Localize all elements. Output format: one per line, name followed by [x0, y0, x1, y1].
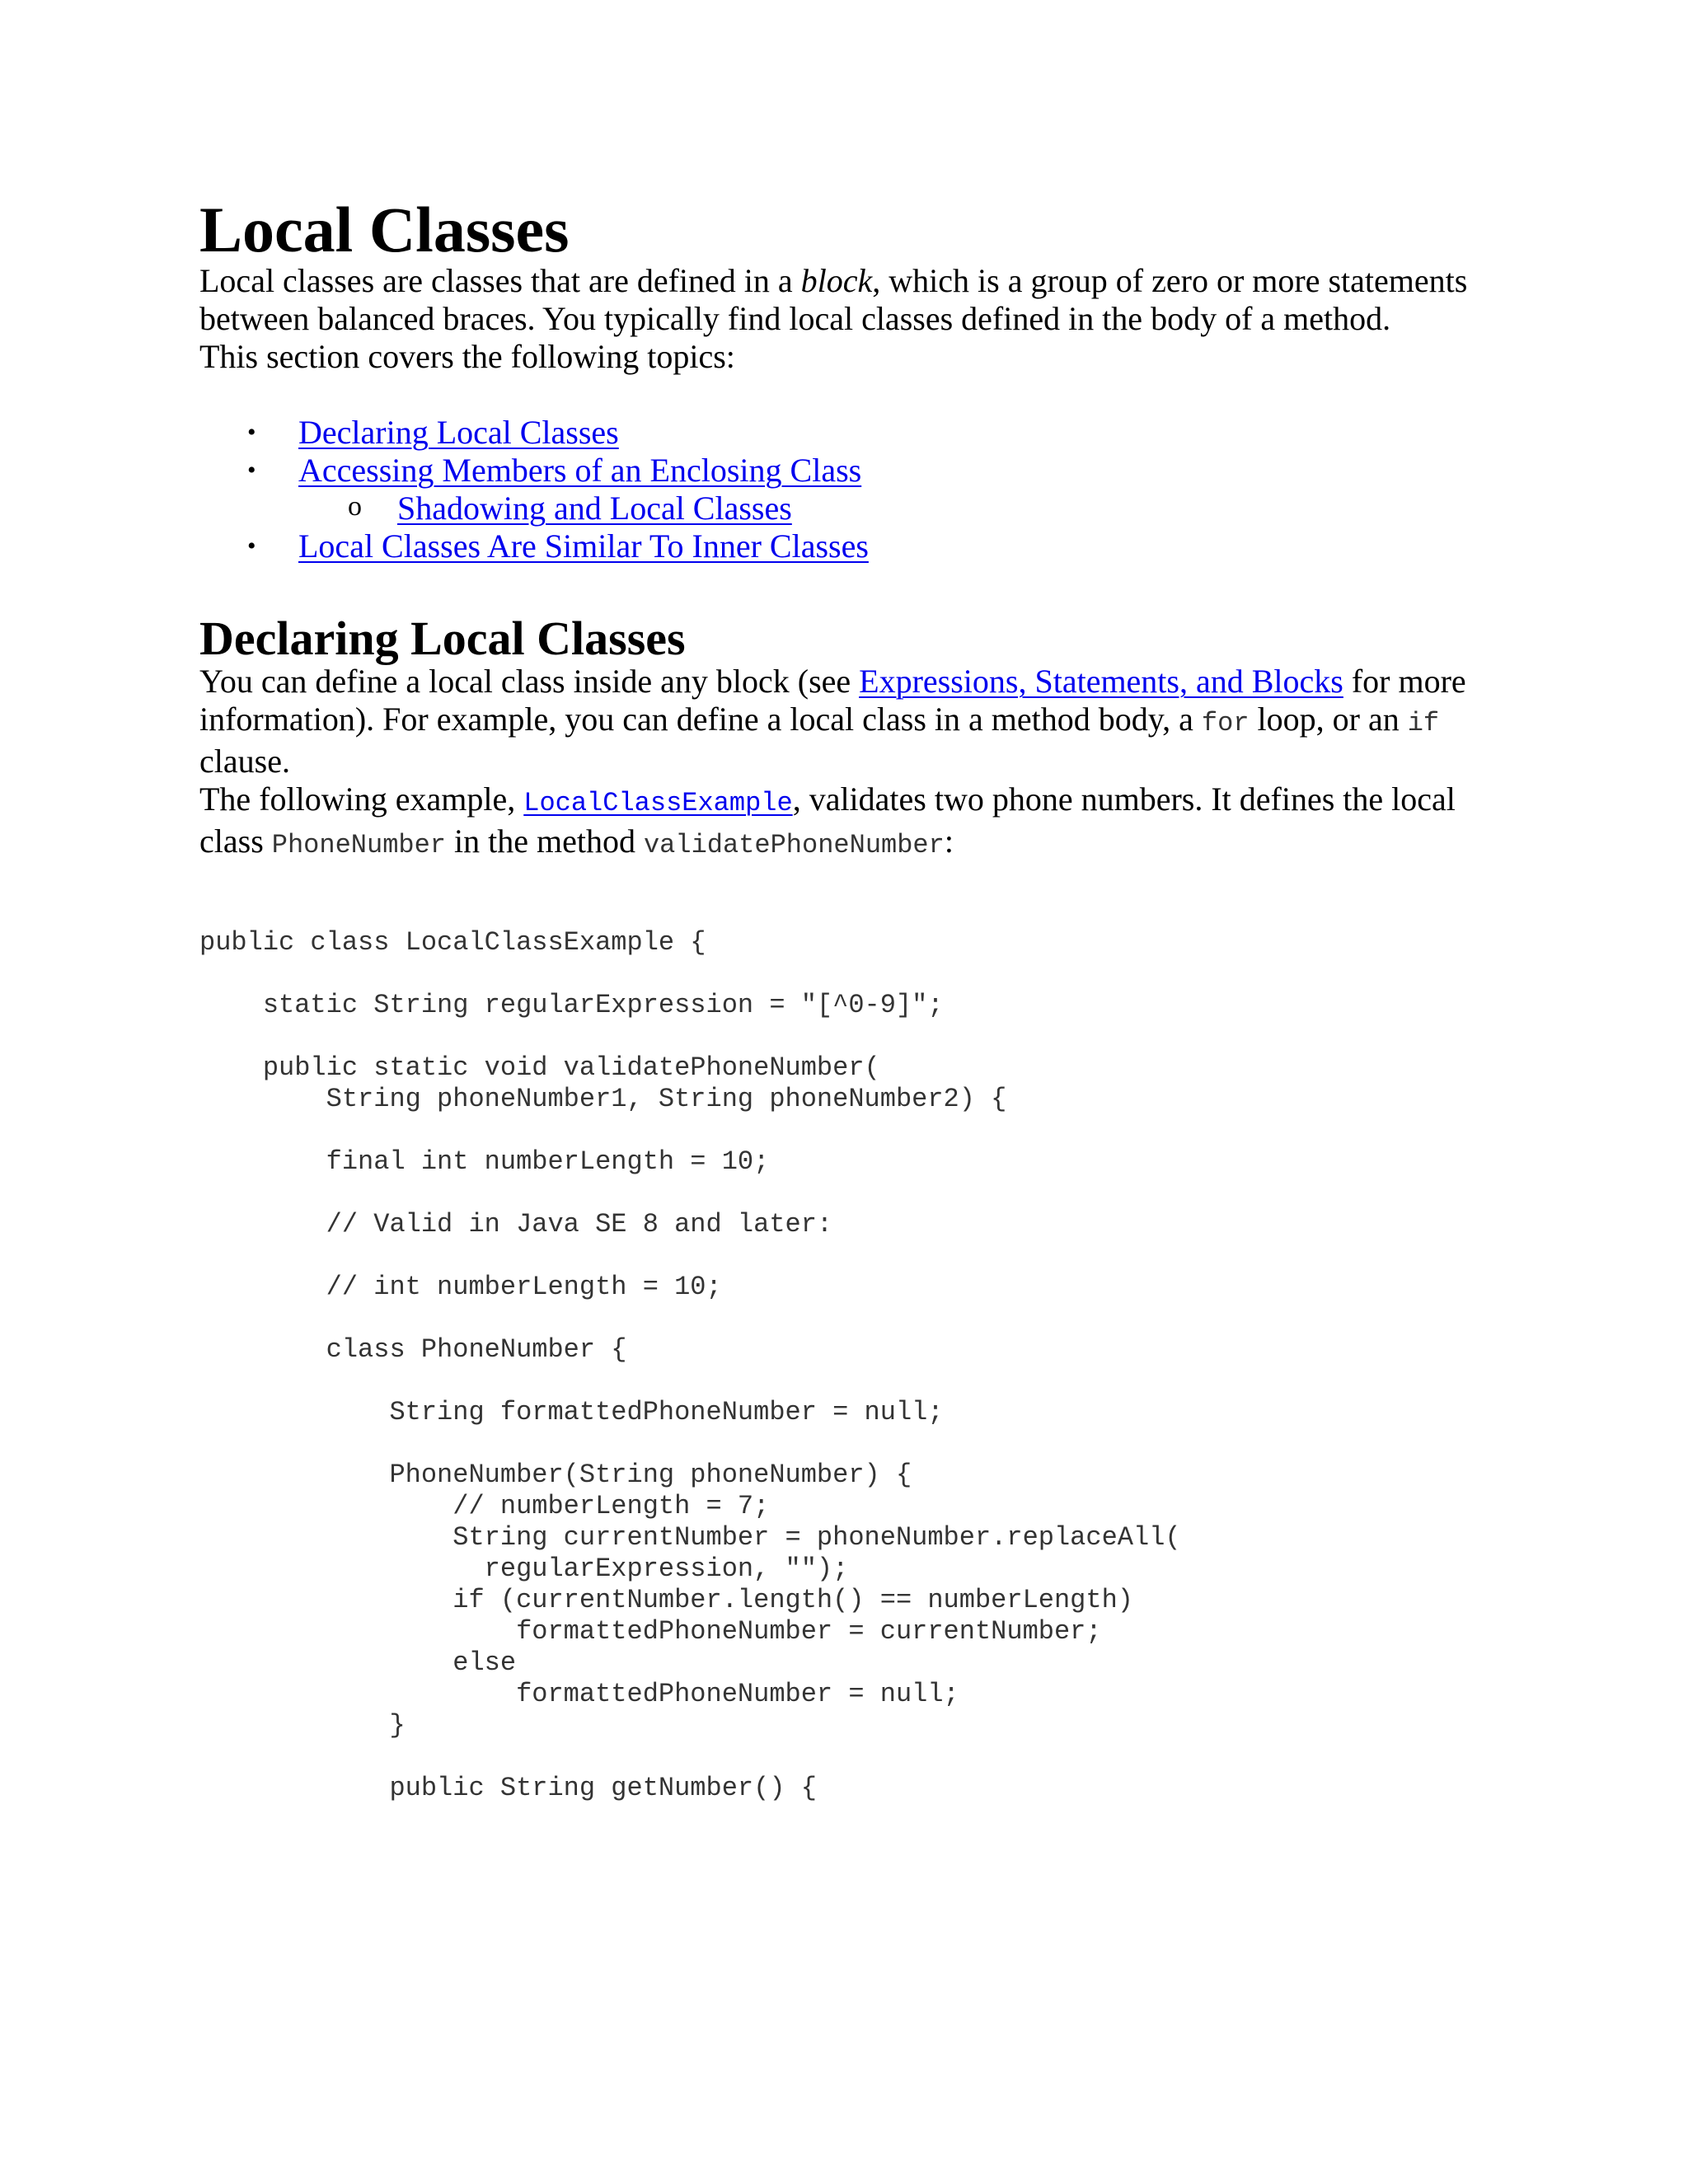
topic-subitem — [199, 490, 1502, 527]
text: loop, or an — [1249, 701, 1408, 738]
link-declaring-local-classes[interactable]: Declaring Local Classes — [298, 414, 619, 451]
text: The following example, — [199, 780, 524, 818]
bullet-disc: • — [247, 532, 256, 560]
bullet-disc: • — [247, 457, 256, 484]
section-heading: Declaring Local Classes — [199, 612, 686, 665]
link-accessing-members[interactable]: Accessing Members of an Enclosing Class — [298, 452, 862, 489]
page-title: Local Classes — [199, 194, 570, 265]
link-expressions-statements-blocks[interactable]: Expressions, Statements, and Blocks — [859, 663, 1343, 700]
section-paragraph-1 — [199, 663, 1502, 780]
link-similar-to-inner[interactable]: Local Classes Are Similar To Inner Classes — [298, 527, 869, 565]
topic-item — [199, 414, 1502, 452]
text: , validates two phone numbers. It defines the local class — [199, 780, 1456, 860]
intro-text-end: , which is a group of zero or more statements between balanced braces. You typically find local classes defined in the body of a method. — [199, 262, 1468, 337]
text: for more information). For example, you can define a local class in a method body, a — [199, 663, 1466, 738]
text: : — [944, 823, 954, 860]
code-block: public class LocalClassExample { static String regularExpression = "[^0-9]"; public static void validatePhoneNumber( String phoneNumber1, String phoneNumber2) { final int numberLength = 10; // Valid in Java SE 8 and later: // int numberLength = 10; class PhoneNumber { String formattedPhoneNumber = null; PhoneNumber(String phoneNumber) { // numberLength = 7; String currentNumber = phoneNumber.replaceAll( regularExpression, ""); if (currentNumber.length() == numberLength) formattedPhoneNumber = currentNumber; else formattedPhoneNumber = null; } public String getNumber() { — [199, 927, 1181, 1803]
intro-text-start: Local classes are classes that are defined in a — [199, 262, 801, 299]
document-page — [199, 194, 1502, 1804]
topic-item — [199, 452, 1502, 490]
text: clause. — [199, 743, 290, 780]
inline-code-if: if — [1407, 708, 1440, 738]
inline-code-for: for — [1201, 708, 1250, 738]
inline-code-validatephonenumber: validatePhoneNumber — [643, 830, 945, 860]
bullet-circle: o — [348, 491, 362, 522]
intro-emphasis: block — [800, 262, 873, 299]
bullet-disc: • — [247, 419, 256, 446]
topic-item — [199, 527, 1502, 565]
text: You can define a local class inside any block (see — [199, 663, 860, 700]
link-shadowing[interactable]: Shadowing and Local Classes — [397, 490, 792, 527]
link-local-class-example[interactable] — [523, 780, 792, 818]
section-paragraph-2 — [199, 780, 1502, 865]
topics-list — [199, 414, 1502, 565]
topics-intro: This section covers the following topics: — [199, 338, 735, 375]
inline-code-phonenumber: PhoneNumber — [271, 830, 446, 860]
text: in the method — [446, 823, 644, 860]
link-code-text: LocalClassExample — [523, 788, 793, 818]
intro-paragraph — [199, 262, 1502, 338]
